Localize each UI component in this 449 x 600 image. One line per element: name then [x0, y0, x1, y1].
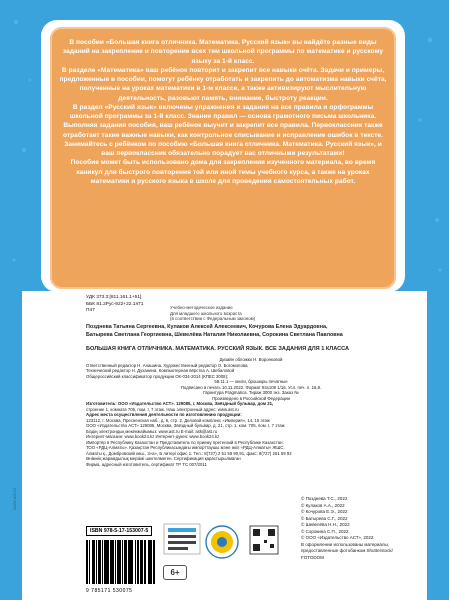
annotation-paragraph-1: В пособии «Большая книга отличника. Математика. Русский язык» вы найдёте разные виды заданий на закрепление и повторение всех тем школьной программы по математике и русскому языку за 1-й класс.: [62, 39, 384, 65]
barcode-bar: [105, 540, 107, 584]
imprint-line: Фирма, адресный изготовитель, сертификат ТР ТС 007/2011: [86, 461, 207, 467]
bbk-code: ББК 81.2Рус-922+22.1я71: [86, 301, 144, 307]
barcode-bar: [111, 540, 113, 584]
imprint-line: Ответственный редактор Н. Анашина. Художественный редактор О. Богомолова: [86, 362, 248, 368]
udk-code: УДК 373.3:[811.161.1+51]: [86, 295, 142, 300]
imprint-line: 123112, г. Москва, Пресненская наб., д. 6, стр. 2, Деловой комплекс «Империя», 14, 15 этаж: [86, 417, 270, 423]
edition-type: Учебно-методическое издание: [170, 305, 233, 310]
imprint-line: ООО «Издательство АСТ» 129085, Москва, Звёздный бульвар, д. 21, стр. 1, ком. 705, пом. I, 7 этаж: [86, 423, 285, 428]
classification-block: [86, 295, 143, 315]
copyright-line: © Шевелёва Н.Н., 2022: [301, 522, 350, 527]
imprint-line: Общероссийский классификатор продукции ОК-034-2014 (КПЕС 2008);: [86, 373, 229, 379]
copyright-line: В оформлении использованы материалы,: [301, 541, 389, 547]
imprint-line: Біздің электрондық мекенжайымыз: www.ast.ru E-mail: ask@ast.ru: [86, 428, 218, 434]
annotation-paragraph-3: В раздел «Русский язык» включены упражнения и задания на все правила и орфограммы школьной программы за 1-й класс. Знание правил — основа грамотного письма школьника. Выполняя задания пособия, ваш ребёнок выучит и закрепит все правила. Первоклассник также отработает такие важные навыки, как контрольное списывание и исправление ошибок в тексте.: [62, 103, 384, 139]
imprint-line: ТОО «РДЦ-Алматы». Қазақстан Республикасындағы импорттаушы және өкіл «РДЦ-Алматы» ЖШС,: [86, 445, 285, 450]
copyright-line: © Кочурова Е.Э., 2022: [301, 509, 348, 514]
annotation-paragraph-2: В разделе «Математика» ваш ребёнок повторит и закрепит все навыки счёта. Задачи и примеры, предложенные в пособии, помогут ребёнку отработать и закрепить до автоматизма навыки счёта, полученные на уроках математики в 1-м классе, а также активизируют мыслительную деятельность, разовьют память, внимание, быстроту реакции.: [59, 66, 387, 102]
barcode-digits: 9 785171 530075: [86, 588, 133, 594]
imprint-line: Интернет-магазин: www.book24.kz Интернет-дүкен: www.book24.kz: [86, 434, 220, 439]
imprint-line: Импортёр в Республику Казахстан и Представитель по приему претензий в Республике Казахстан:: [86, 439, 284, 445]
barcode-bar: [154, 540, 155, 584]
barcode-bar: [125, 540, 127, 584]
isbn-label: ISBN 978-5-17-153007-5: [86, 526, 152, 536]
publisher-line: Изготовитель: ООО «Издательство АСТ». 129085, г. Москва, Звёздный бульвар, дом 21,: [86, 401, 274, 406]
copyright-line: © Позднева Т.С., 2022: [301, 496, 348, 501]
annotation-paragraph-4: Занимайтесь с ребёнком по пособию «Большая книга отличника. Математика. Русский язык», и ваш первоклассник обязательно порадует вас отличными результатами!: [64, 140, 382, 157]
imprint-line: Произведено в Российской Федерации: [212, 395, 290, 401]
barcode-bar: [132, 540, 133, 584]
barcode-bar: [120, 540, 121, 584]
barcode-bar: [96, 540, 97, 584]
imprint-line: Алматы қ., Домбровский көш., 3«а», Б литері офис 1. Тел.: 8(727) 2 51 59 90,91, факс: 8(727) 251 59 92: [86, 450, 292, 456]
authors-line-1: Позднева Татьяна Сергеевна, Кулаков Алексей Алексеевич, Кочурова Елена Эдуардовна,: [86, 324, 328, 330]
barcode-bar: [150, 540, 152, 584]
barcode-bar: [144, 540, 146, 584]
imprint-line: строение 1, комната 705, пом. I, 7 этаж. Наш электронный адрес: www.ast.ru: [86, 406, 239, 412]
imprint-line: Өнімнің жарамдылық мерзімі шектелмеген. Сертификация қарастырылмаған: [86, 456, 241, 461]
barcode-bar: [118, 540, 120, 584]
cover-design-credit: Дизайн обложки Н. Воронковой: [219, 357, 283, 362]
barcode-bar: [107, 540, 109, 584]
barcode-icon: [86, 540, 156, 590]
barcode-bar: [99, 540, 101, 584]
edition-meta: [170, 305, 255, 322]
cover-annotation: [50, 27, 396, 289]
copyright-line: © Сорокина С.П., 2022: [301, 528, 349, 534]
annotation-paragraph-5: Пособие может быть использовано дома для закрепления изученного материала, во время каникул для быстрого повторения той или иной темы учебного курса, а также на уроках математики и русского языка в школе для проведения самостоятельных работ.: [70, 159, 376, 185]
barcode-bar: [89, 540, 91, 584]
imprint-details: [86, 357, 416, 467]
barcode-block: [86, 519, 156, 594]
law-note: (в соответствии с Федеральным законом): [170, 316, 256, 322]
barcode-bar: [93, 540, 95, 584]
authors-list: [86, 323, 416, 339]
imprint-line: Технический редактор Н. Духанина. Компьютерная вёрстка А. Шебаловой: [86, 368, 235, 373]
copyright-block: [301, 496, 421, 561]
barcode-bar: [138, 540, 139, 584]
copyright-line: © Батырева С.Г., 2022: [301, 515, 348, 521]
imprint-line: Подписано в печать 10.11.2022. Формат 84x108 1/16. Усл. печ. л. 16,8.: [180, 384, 322, 390]
barcode-bar: [115, 540, 116, 584]
age-rating-badge: 6+: [163, 565, 187, 580]
book-title: БОЛЬШАЯ КНИГА ОТЛИЧНИКА. МАТЕМАТИКА. РУССКИЙ ЯЗЫК. ВСЕ ЗАДАНИЯ ДЛЯ 1 КЛАССА: [86, 346, 350, 352]
barcode-bar: [102, 540, 103, 584]
copyright-line: © Кулаков А.А., 2022: [301, 502, 345, 508]
authors-line-2: Батырева Светлана Георгиевна, Шевелёва Наталия Николаевна, Сорокина Светлана Павловна: [86, 332, 343, 338]
copyright-line: предоставленные фотобанком Shutterstock/: [301, 548, 393, 553]
imprint-line: 58.11.1 — книги, брошюры печатные: [214, 379, 288, 384]
copyright-line: FOTODOM: [301, 554, 324, 560]
imprint-line: Гарнитура Pragmatica. Тираж 3000 экз. Заказ №: [203, 390, 299, 395]
author-mark: П47: [86, 308, 95, 313]
copyright-line: © ООО «Издательство АСТ», 2022: [301, 535, 374, 540]
spine-url: www.ast.ru: [12, 487, 17, 510]
age-note: Для младшего школьного возраста: [170, 310, 242, 316]
imprint-line: Адрес места осуществления деятельности по изготовлению продукции:: [86, 412, 242, 417]
